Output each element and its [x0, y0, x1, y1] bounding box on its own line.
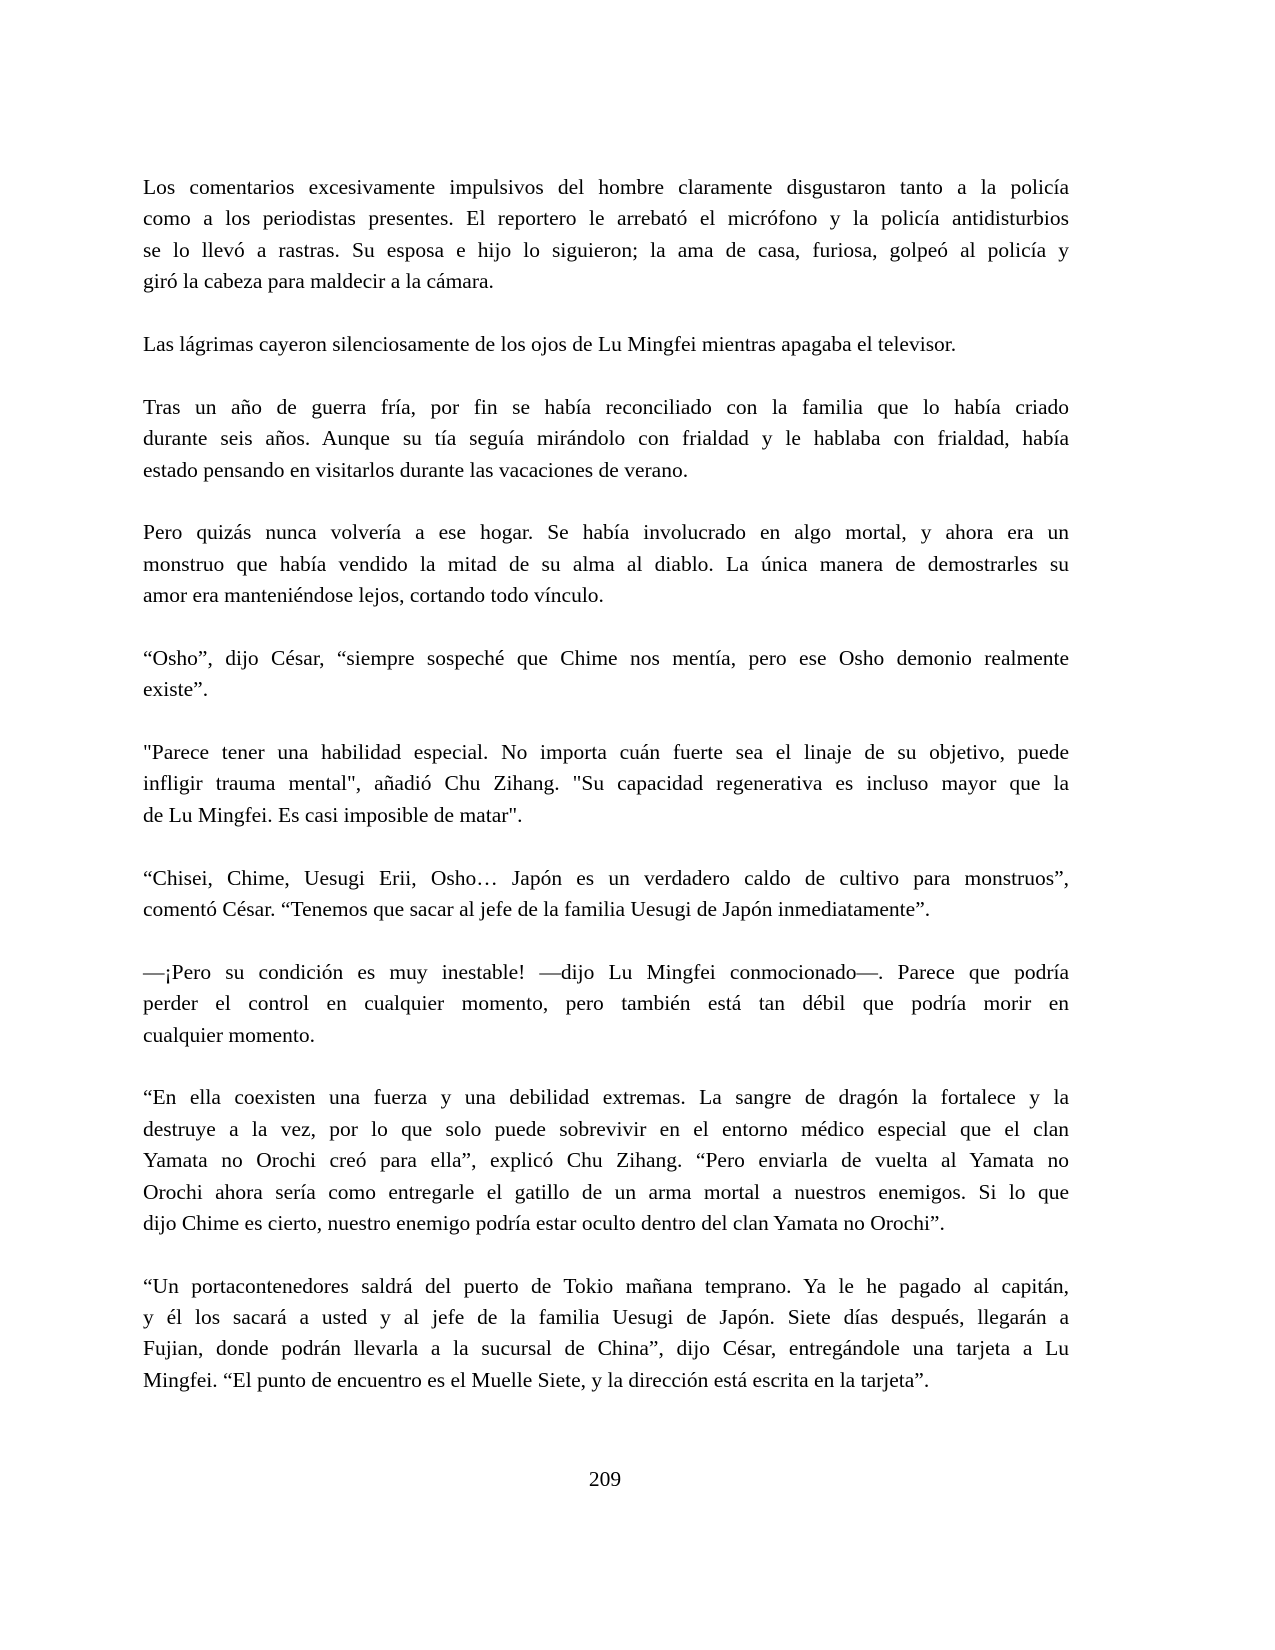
text-line: “En ella coexisten una fuerza y una debilidad extremas. La sangre de dragón la fortalece y la [143, 1085, 1069, 1110]
text-line: giró la cabeza para maldecir a la cámara. [143, 269, 494, 294]
text-line: de Lu Mingfei. Es casi imposible de matar". [143, 802, 523, 827]
paragraph [143, 863, 1069, 926]
text-line: Orochi ahora sería como entregarle el gatillo de un arma mortal a nuestros enemigos. Si lo que [143, 1179, 1069, 1204]
text-line: destruye a la vez, por lo que solo puede sobrevivir en el entorno médico especial que el clan [143, 1116, 1069, 1141]
text-line: “Un portacontenedores saldrá del puerto de Tokio mañana temprano. Ya le he pagado al capitán, [143, 1273, 1069, 1298]
paragraph [143, 1271, 1069, 1397]
text-line: estado pensando en visitarlos durante las vacaciones de verano. [143, 457, 689, 482]
text-line: monstruo que había vendido la mitad de su alma al diablo. La única manera de demostrarles su [143, 551, 1069, 576]
text-line: durante seis años. Aunque su tía seguía mirándolo con frialdad y le hablaba con frialdad, había [143, 426, 1069, 451]
paragraph [143, 643, 1069, 706]
text-line: —¡Pero su condición es muy inestable! —dijo Lu Mingfei conmocionado—. Parece que podría [143, 959, 1069, 984]
text-line: “Osho”, dijo César, “siempre sospeché que Chime nos mentía, pero ese Osho demonio realmente [143, 645, 1069, 670]
text-line: Mingfei. “El punto de encuentro es el Muelle Siete, y la dirección está escrita en la tarjeta”. [143, 1367, 930, 1392]
text-line: infligir trauma mental", añadió Chu Zihang. "Su capacidad regenerativa es incluso mayor que la [143, 771, 1069, 796]
text-line: Los comentarios excesivamente impulsivos del hombre claramente disgustaron tanto a la policía [143, 175, 1069, 199]
paragraph [143, 392, 1069, 486]
paragraph [143, 737, 1069, 831]
text-line: dijo Chime es cierto, nuestro enemigo podría estar oculto dentro del clan Yamata no Orochi”. [143, 1210, 945, 1235]
text-line: comentó César. “Tenemos que sacar al jefe de la familia Uesugi de Japón inmediatamente”. [143, 896, 931, 921]
page-number: 209 [588, 1467, 622, 1491]
text-line: y él los sacará a usted y al jefe de la familia Uesugi de Japón. Siete días después, llegarán a [143, 1305, 1069, 1330]
text-line: Las lágrimas cayeron silenciosamente de los ojos de Lu Mingfei mientras apagaba el televisor. [143, 331, 957, 356]
text-line: perder el control en cualquier momento, pero también está tan débil que podría morir en [143, 991, 1069, 1016]
text-line: amor era manteniéndose lejos, cortando todo vínculo. [143, 583, 604, 608]
text-line: Tras un año de guerra fría, por fin se había reconciliado con la familia que lo había criado [143, 394, 1069, 419]
paragraph [143, 172, 1069, 298]
paragraph [143, 517, 1069, 611]
paragraph [143, 957, 1069, 1051]
text-line: existe”. [143, 677, 209, 702]
text-line: Pero quizás nunca volvería a ese hogar. Se había involucrado en algo mortal, y ahora era un [143, 520, 1069, 545]
text-line: Yamata no Orochi creó para ella”, explicó Chu Zihang. “Pero enviarla de vuelta al Yamata no [143, 1148, 1069, 1173]
text-line: como a los periodistas presentes. El reportero le arrebató el micrófono y la policía antidisturbios [143, 206, 1069, 231]
text-line: “Chisei, Chime, Uesugi Erii, Osho… Japón es un verdadero caldo de cultivo para monstruos”, [143, 865, 1069, 890]
page-body [143, 172, 1069, 1428]
paragraph [143, 1082, 1069, 1239]
paragraph [143, 329, 1069, 360]
text-line: se lo llevó a rastras. Su esposa e hijo lo siguieron; la ama de casa, furiosa, golpeó al policía y [143, 237, 1069, 262]
text-line: "Parece tener una habilidad especial. No importa cuán fuerte sea el linaje de su objetivo, puede [143, 740, 1069, 765]
text-line: cualquier momento. [143, 1022, 315, 1047]
text-line: Fujian, donde podrán llevarla a la sucursal de China”, dijo César, entregándole una tarjeta a Lu [143, 1336, 1069, 1361]
